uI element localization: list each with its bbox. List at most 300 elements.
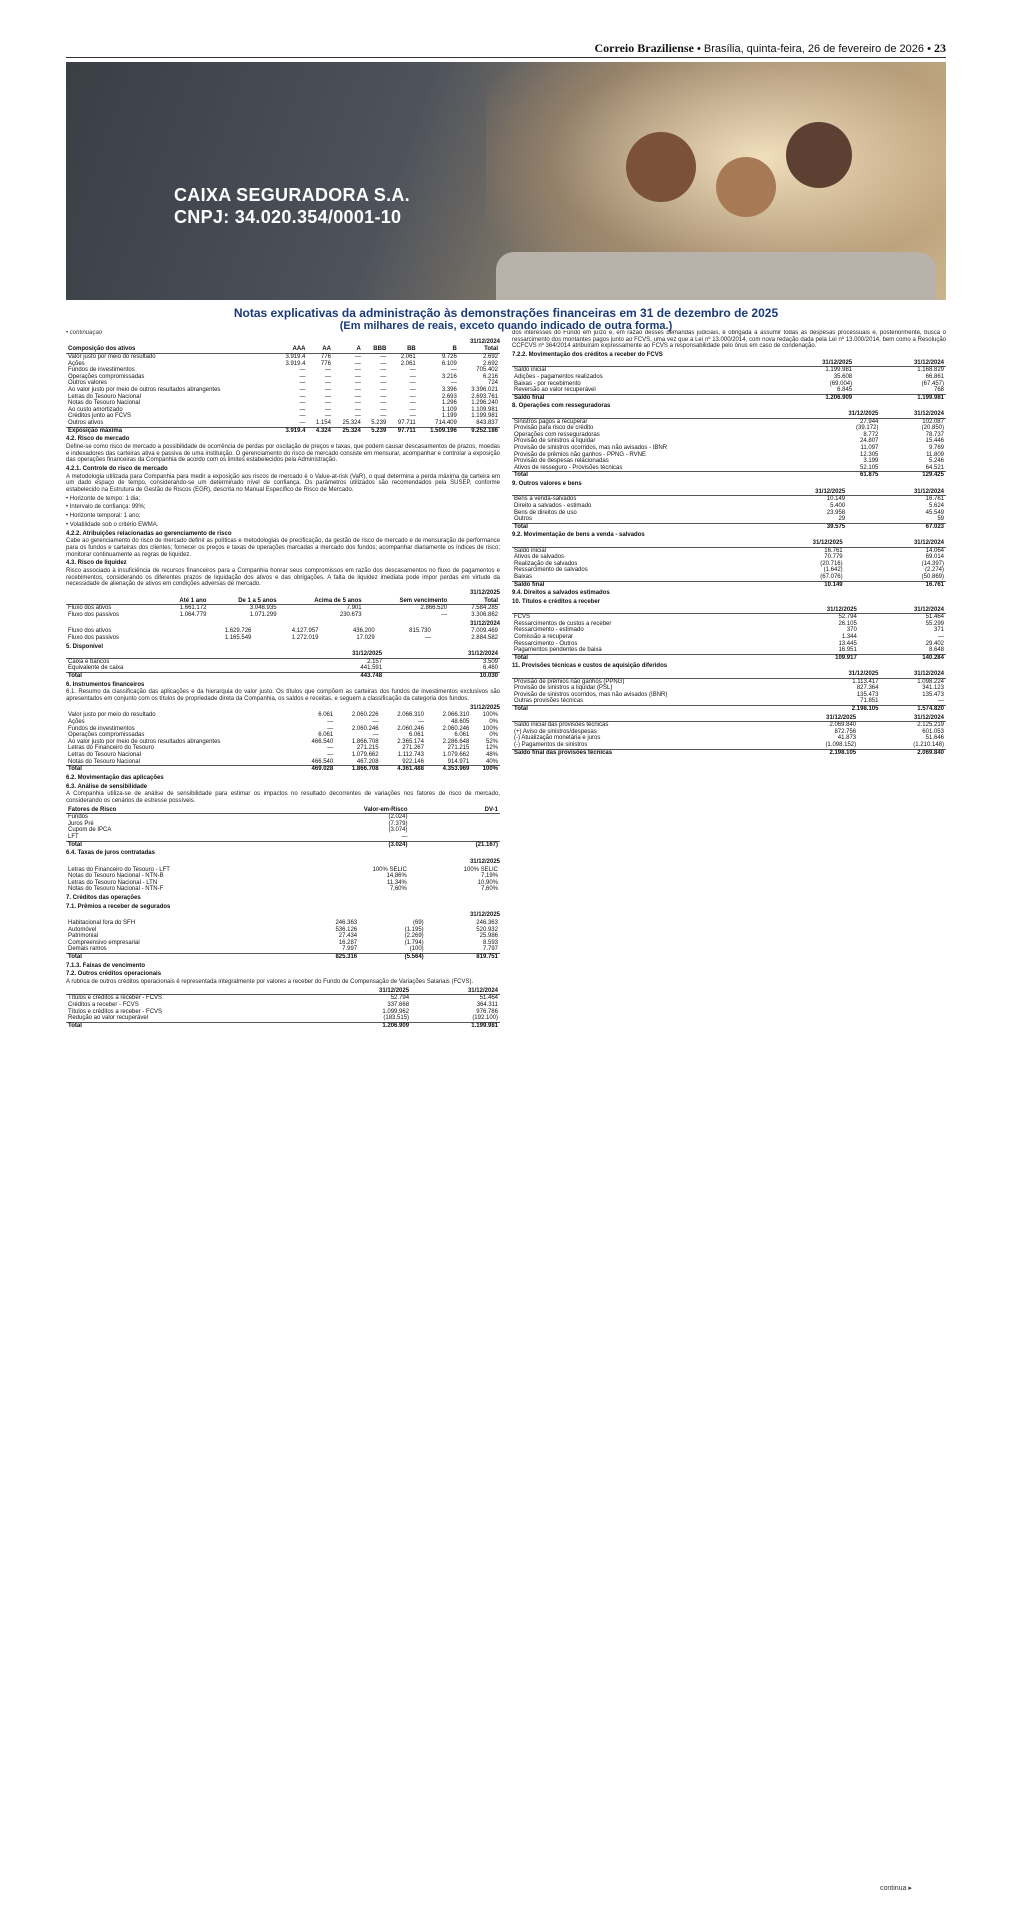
column-header: 31/12/2025 [268,651,384,658]
cell-value: 5.400 [830,502,846,509]
cell-value [409,821,500,828]
cell-value: 39.575 [748,523,847,530]
cell-value: 9.769 [928,445,944,452]
column-header: 31/12/2025 [322,988,411,995]
column-header: AAA [275,346,307,353]
paragraph: A Companhia utiliza-se de análise de sensibilidade para estimar os impactos no resultado decorrentes de variações nos fatores de risco de mercado, considerando os cenários de estresse possíveis. [66,791,500,804]
cell-value: 135.473 [856,691,879,698]
row-label: Ressarcimentos de custos a receber [514,620,612,627]
cell-value: — [299,367,306,374]
cell-value: — [327,725,334,732]
table-row [66,841,500,848]
cell-value: (69.004) [829,380,853,387]
cell-value: 2.884.582 [471,634,498,641]
cell-value: 843.837 [476,419,498,426]
row-label: FCVS [514,614,531,621]
row-label: Total [66,841,246,848]
table-row [66,1015,500,1022]
column-header [512,671,815,678]
table-row [512,641,946,648]
page-number: 23 [934,41,946,55]
cell-value: — [380,373,387,380]
cell-value: 2.125.219 [917,722,944,729]
cell-value: 705.402 [476,367,498,374]
row-label: Letras do Tesouro Nacional [68,752,141,759]
table-row [512,627,946,634]
row-label: Caixa e bancos [68,658,110,665]
cell-value: 66.861 [925,374,944,380]
row-label: Realização de salvados [514,560,578,567]
cell-value: — [324,386,331,393]
row-label: Patrimonial [68,933,99,940]
table-header-row [512,715,946,722]
table-row [512,547,946,554]
cell-value: 7.997 [342,946,358,953]
cell-value: 16.761 [845,581,946,588]
cell-value: 724 [487,380,498,387]
column-header: B [418,346,459,353]
row-label: Total [66,1022,322,1029]
cell-value: 1.113.417 [852,678,879,685]
table-row [512,381,946,388]
column-header: DV-1 [409,807,500,814]
cell-value: 2.365.174 [397,738,424,745]
cell-value: (1.642) [823,567,843,574]
cell-value: 436.200 [352,628,375,635]
cell-value: 1.272.019 [291,634,319,641]
cell-value: 135.473 [922,691,944,698]
column-header: Sem vencimento [364,598,450,605]
cell-value: 27.944 [860,418,879,425]
column-header: De 1 a 5 anos [208,598,278,605]
cell-value: — [380,354,387,360]
cell-value: 2.157 [367,658,383,665]
cell-value: 10.149 [743,581,844,588]
cell-value: (67.457) [921,380,944,387]
row-label: Créditos junto ao FCVS [68,413,132,420]
cell-value: 10.030 [384,673,500,680]
column-header: 31/12/2024 [880,411,946,418]
cell-value: 16.761 [824,547,843,554]
section-heading: 4.3. Risco de liquidez [66,560,127,567]
cell-value: — [441,612,448,619]
table-row [66,628,500,635]
column-header: Composição dos ativos [66,346,275,353]
cell-value: — [327,719,334,726]
table-row [66,374,500,381]
cell-value: 1.109.981 [471,406,498,413]
cell-value: 2.060.246 [442,725,470,732]
column-header: 31/12/2025 [762,360,854,367]
table-row [512,647,946,654]
table-row [66,367,500,374]
cell-value: (3.074) [388,827,408,834]
cell-value: 11.097 [860,445,879,452]
column-header: Total [449,598,500,605]
person-figure [716,157,776,217]
table-row [66,873,500,880]
cell-value: 100% [471,766,500,773]
table-row [66,400,500,407]
row-label: Redução ao valor recuperável [68,1015,149,1022]
cell-value: 3.396.021 [471,386,498,393]
row-label: Total [512,523,748,530]
table-row [66,394,500,401]
row-label: Total [66,766,297,773]
cell-value: — [380,393,387,400]
other-assets-table [512,489,946,531]
table-date-header: 31/12/2024 [469,620,500,627]
row-label: Ao valor justo por meio de outros resultados abrangentes [68,738,221,745]
table-row [66,719,500,726]
cell-value: 1.199 [441,413,457,420]
title-main: Notas explicativas da administração às demonstrações financeiras em 31 de dezembro de 2025 [233,306,779,320]
cell-value: 70.779 [824,554,843,561]
table-row [66,407,500,414]
column-header [512,360,762,367]
cell-value: (69) [413,920,424,927]
cell-value: 5.239 [371,419,387,426]
cell-value: (183.515) [383,1015,410,1022]
cell-value: (21.167) [409,841,500,848]
cell-value: 2.692 [482,360,498,367]
table-row [66,995,500,1002]
table-row [66,427,500,434]
table-row [66,940,500,947]
cell-value: (20.850) [921,425,944,432]
cell-value: 55.299 [925,620,944,627]
right-column [512,330,946,1880]
liquidity-table-2024 [66,628,500,641]
table-date-header: 31/12/2025 [469,704,500,711]
liquidity-table-2025 [66,598,500,619]
cell-value: — [409,380,416,387]
cell-value: 364.311 [476,1001,498,1008]
table-header-row [66,346,500,353]
cell-value: 140.284 [859,654,946,661]
cell-value: 61.875 [815,472,881,479]
table-row [512,574,946,581]
cell-value: 443.748 [268,673,384,680]
cell-value: 25.324 [342,419,361,426]
cell-value: 815.730 [409,628,431,635]
row-label: (-) Atualização monetária e juros [514,735,601,742]
row-label: Ressarcimento de salvados [514,567,588,574]
table-row [512,418,946,425]
table-header-row [512,540,946,547]
column-header: BBB [363,346,388,353]
table-row [66,673,500,680]
table-row [512,465,946,472]
cell-value: — [938,633,944,640]
cell-value: 914.971 [447,758,470,765]
table-row [512,692,946,699]
row-label: Direito a salvados - estimado [514,502,592,509]
row-label: Sinistros pagos a recuperar [514,418,588,425]
cell-value: 52% [485,738,498,745]
column-header: 31/12/2024 [411,988,500,995]
cell-value [409,834,500,841]
column-header: Até 1 ano [157,598,208,605]
table-row [66,827,500,834]
cell-value: 109.917 [772,654,859,661]
cell-value: 1.079.662 [351,752,379,759]
continuation-label: • continuação [66,330,103,336]
cell-value: 5.239 [363,427,388,434]
column-header [512,715,770,722]
section-heading: 9. Outros valores e bens [512,481,582,488]
column-header: 31/12/2024 [859,607,946,614]
row-label: Adições - pagamentos realizados [514,374,603,380]
cell-value: 9.726 [441,354,457,360]
cell-value: 48.605 [450,719,470,726]
cell-value: 100% [482,712,498,719]
row-label: Letras do Financeiro do Tesouro [68,745,154,752]
table-row [512,729,946,736]
cell-value: — [299,380,306,387]
cell-value: 1.866.708 [351,738,379,745]
table-row [512,554,946,561]
statement-title [66,306,946,332]
row-label: Ao valor justo por meio de outros resultados abrangentes [68,386,221,393]
cell-value: 922.146 [402,758,424,765]
receivables-table [512,607,946,662]
table-row [66,1002,500,1009]
continues-link[interactable]: continua ▸ [880,1885,912,1892]
row-label: Cupom de IPCA [68,827,112,834]
row-label: Outras provisões técnicas [514,698,584,705]
table-row [512,581,946,588]
cell-value: — [380,413,387,420]
cell-value: — [409,406,416,413]
cell-value: 337.668 [387,1001,410,1008]
cell-value: 51.464 [925,614,944,621]
row-label: Ações [68,360,85,367]
column-header [512,607,772,614]
cell-value: 2.060.246 [397,725,424,732]
cell-value: 67.023 [847,523,946,530]
table-row [512,678,946,685]
cell-value: 2.286.648 [442,738,470,745]
row-label: Ressarcimento - Outros [514,640,578,647]
row-label: Saldo final [512,394,762,401]
newspaper-name: Correio Braziliense [594,41,694,55]
table-row [512,510,946,517]
salvage-movement-table [512,540,946,588]
row-label: Fluxo dos passivos [68,612,120,619]
cell-value: — [299,393,306,400]
cell-value: 2.069.840 [829,722,857,729]
table-row [512,438,946,445]
row-label: Provisão de prêmios não ganhos (PPNG) [514,678,625,685]
cell-value: — [299,400,306,407]
cell-value: 3.199 [863,458,879,465]
table-row [512,523,946,530]
row-label: Fundos de investimentos [68,367,135,374]
column-header [66,988,322,995]
column-header: 31/12/2024 [854,360,946,367]
table-row [66,739,500,746]
row-label: Baixas [514,573,533,580]
table-row [66,759,500,766]
cell-value: 466.540 [311,738,334,745]
section-heading: 7.2. Outros créditos operacionais [66,971,162,978]
row-label: Operações compromissadas [68,373,145,380]
cell-value: 1.296.240 [471,400,498,407]
table-row [66,886,500,893]
column-header: 31/12/2024 [858,715,946,722]
column-header: 31/12/2024 [847,489,946,496]
cell-value: 11.809 [926,451,944,458]
cell-value: 29.402 [925,640,944,647]
table-row [512,496,946,503]
cell-value: 24.807 [860,438,879,445]
cell-value: — [380,367,387,374]
row-label: Provisão para risco de crédito [514,425,594,432]
cell-value: — [299,406,306,413]
row-label: LFT [68,833,79,840]
table-row [512,614,946,621]
cell-value: 71.851 [860,698,879,705]
cell-value: (1.195) [404,926,424,933]
row-label: Demais ramos [68,946,107,953]
row-label: Juros Pré [68,820,94,827]
cell-value: 1.296 [441,400,457,407]
cell-value: 3.048.935 [249,605,277,612]
reinsurance-table [512,411,946,479]
row-label: Fluxo dos passivos [68,634,120,641]
cell-value: 15.446 [925,438,944,445]
table-row [512,374,946,381]
column-header: 31/12/2024 [845,540,946,547]
cell-value: — [409,413,416,420]
cell-value: 17.029 [356,634,375,641]
cell-value: — [324,367,331,374]
paragraph: A metodologia utilizada para Companhia para medir a exposição aos riscos de mercado é o Value-at-risk (VaR), o qual determina a perda máxima da carteira em um dado espaço de tempo, considerando-se um determinado nível de confiança. Os parâmetros utilizados são recomendados pela SUSEP, conforme estabelecido na Estrutura de Gestão de Riscos (EGR), descrita no Manual Específico de Risco de Mercado. [66,473,500,494]
table-date-header: 31/12/2025 [469,912,500,919]
cell-value: 2.066.310 [442,712,470,719]
table-row [66,420,500,427]
cell-value: — [354,413,361,420]
cell-value: 6.061 [454,732,470,739]
cell-value: 7,60% [480,886,498,893]
section-heading: 9.4. Direitos a salvados estimados [512,590,610,597]
cell-value: — [354,354,361,360]
cell-value: 11,34% [386,879,407,886]
section-heading: 7.1. Prêmios a receber de segurados [66,903,171,910]
cell-value: 129.425 [880,472,946,479]
row-label: Saldo inicial [514,547,547,554]
cell-value: 466.540 [311,758,334,765]
cell-value: 1.344 [841,633,857,640]
row-label: Habitacional fora do SFH [68,920,136,927]
cell-value: (1.794) [404,939,424,946]
cell-value: 714.409 [435,419,457,426]
section-heading: 6.4. Taxas de juros contratadas [66,850,155,857]
table-row [512,698,946,705]
premiums-table [66,920,500,961]
cell-value: 6.061 [318,732,334,739]
cell-value: — [380,406,387,413]
cell-value: — [354,386,361,393]
cell-value: 14,86% [386,873,407,880]
cell-value: 441.591 [360,665,383,672]
cash-table [66,651,500,679]
row-label: Outros ativos [68,419,104,426]
cell-value: 1.199.981 [825,367,853,374]
table-row [512,452,946,459]
cell-value: — [409,386,416,393]
cell-value: — [299,373,306,380]
cell-value: 3.216 [441,373,457,380]
table-row [66,605,500,612]
row-label: Ações [68,719,85,726]
table-row [512,394,946,401]
table-row [66,946,500,953]
cell-value: 1.206.909 [322,1022,411,1029]
cell-value: 1.109 [441,406,457,413]
table-row [66,752,500,759]
row-label: Letras do Financeiro do Tesouro - LFT [68,866,170,873]
cell-value: 1.079.662 [442,752,470,759]
cell-value: — [354,373,361,380]
bullet-item: • Horizonte de tempo: 1 dia; [66,495,141,502]
cell-value: 5.246 [928,458,944,465]
row-label: Total [512,472,815,479]
cell-value: — [380,380,387,387]
row-label: Ativos de resseguro - Provisões técnicas [514,464,623,471]
table-row [66,933,500,940]
cell-value: 1.199.981 [471,413,498,420]
row-label: Notas do Tesouro Nacional [68,758,140,765]
cell-value: (3.024) [246,841,410,848]
cell-value: — [354,406,361,413]
row-label: Saldo inicial [514,367,547,374]
table-row [512,567,946,574]
cell-value: 9.252.186 [459,427,500,434]
technical-provisions-table [512,671,946,713]
row-label: Compreensivo empresarial [68,939,140,946]
cell-value: — [324,406,331,413]
cell-value: 230.673 [339,612,362,619]
cell-value: 27.434 [338,933,358,940]
cell-value: — [409,373,416,380]
cell-value: 12% [485,745,498,752]
cell-value: 7.901 [346,605,362,612]
row-label: Provisão de despesas relacionadas [514,458,609,465]
table-row [66,413,500,420]
dateline: • Brasília, quinta-feira, 26 de fevereiro de 2026 • [696,43,931,55]
column-header: 31/12/2025 [772,607,859,614]
cell-value: 1.199.981 [854,394,946,401]
cell-value: 1.574.820 [880,705,946,712]
table-header-row [512,360,946,367]
section-heading: 6.3. Análise de sensibilidade [66,783,148,790]
table-row [66,726,500,733]
row-label: Total [66,954,285,961]
table-header-row [512,489,946,496]
cell-value: 1.112.743 [397,752,424,759]
cell-value: (7.379) [388,820,408,827]
column-header: 31/12/2024 [880,671,946,678]
cell-value: 271.215 [447,745,470,752]
row-label: (-) Pagamentos de sinistros [514,741,588,748]
table-row [512,367,946,374]
table-row [512,685,946,692]
row-label: Provisão de sinistros ocorridos, mas não avisados - IBNR [514,445,668,452]
cell-value: (1.098.152) [825,741,857,748]
cell-value: 6.061 [318,712,334,719]
